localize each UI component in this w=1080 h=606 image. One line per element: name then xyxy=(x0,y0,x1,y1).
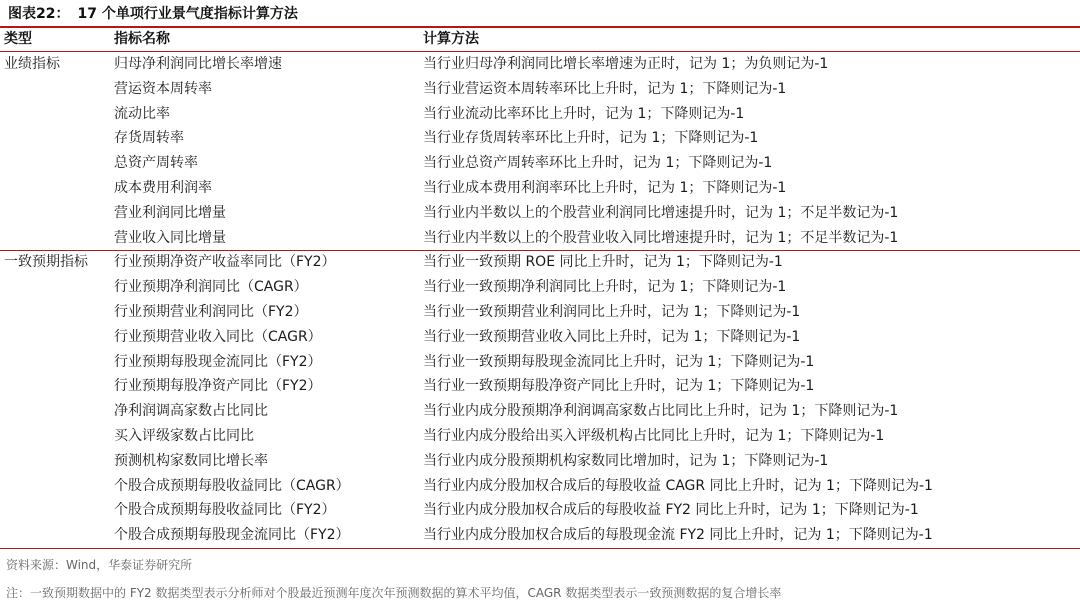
row-method-cell: 当行业内成分股给出买入评级机构占比同比上升时，记为 1；下降则记为-1 xyxy=(423,428,885,444)
table-row xyxy=(0,374,1080,399)
row-indicator-cell: 营业利润同比增量 xyxy=(114,204,226,221)
source-note: 资料来源：Wind，华泰证券研究所 xyxy=(6,558,193,572)
table-row xyxy=(0,176,1080,201)
row-method-cell: 当行业一致预期每股现金流同比上升时，记为 1；下降则记为-1 xyxy=(423,353,815,370)
row-method-cell: 当行业总资产周转率环比上升时，记为 1；下降则记为-1 xyxy=(423,155,773,172)
row-indicator-cell: 营运资本周转率 xyxy=(114,80,212,97)
row-indicator-cell: 行业预期每股现金流同比（FY2） xyxy=(114,353,322,370)
row-method-cell: 当行业一致预期净利润同比上升时，记为 1；下降则记为-1 xyxy=(423,279,787,296)
table-row xyxy=(0,52,1080,77)
row-type-cell: 业绩指标 xyxy=(4,56,60,72)
table-row xyxy=(0,275,1080,300)
row-indicator-cell: 行业预期净资产收益率同比（FY2） xyxy=(114,254,336,271)
row-indicator-cell: 行业预期营业利润同比（FY2） xyxy=(114,304,308,320)
row-indicator-cell: 净利润调高家数占比同比 xyxy=(114,403,268,420)
figure-label: 图表22： xyxy=(8,6,70,22)
table-row xyxy=(0,325,1080,350)
table-row xyxy=(0,449,1080,474)
row-indicator-cell: 归母净利润同比增长率增速 xyxy=(114,56,282,72)
row-method-cell: 当行业内半数以上的个股营业利润同比增速提升时，记为 1；不足半数记为-1 xyxy=(423,204,899,221)
table-row xyxy=(0,399,1080,424)
row-method-cell: 当行业内半数以上的个股营业收入同比增速提升时，记为 1；不足半数记为-1 xyxy=(423,229,899,246)
row-indicator-cell: 存货周转率 xyxy=(114,130,184,147)
row-indicator-cell: 行业预期净利润同比（CAGR） xyxy=(114,279,308,296)
table-row xyxy=(0,102,1080,127)
row-method-cell: 当行业营运资本周转率环比上升时，记为 1；下降则记为-1 xyxy=(423,80,787,97)
row-method-cell: 当行业一致预期每股净资产同比上升时，记为 1；下降则记为-1 xyxy=(423,378,815,395)
row-method-cell: 当行业内成分股预期净利润调高家数占比同比上升时，记为 1；下降则记为-1 xyxy=(423,403,899,420)
row-indicator-cell: 行业预期营业收入同比（CAGR） xyxy=(114,328,322,345)
table-row xyxy=(0,424,1080,449)
header-indicator: 指标名称 xyxy=(114,31,170,47)
row-indicator-cell: 买入评级家数占比同比 xyxy=(114,428,254,444)
row-indicator-cell: 流动比率 xyxy=(114,105,170,122)
table-row xyxy=(0,226,1080,251)
row-indicator-cell: 总资产周转率 xyxy=(114,155,198,172)
row-method-cell: 当行业一致预期营业收入同比上升时，记为 1；下降则记为-1 xyxy=(423,328,801,345)
footnote: 注：一致预期数据中的 FY2 数据类型表示分析师对个股最近预测年度次年预测数据的算术平均值，CAGR 数据类型表示一致预测数据的复合增长率 xyxy=(6,586,782,600)
row-indicator-cell: 个股合成预期每股现金流同比（FY2） xyxy=(114,527,350,544)
table-row xyxy=(0,498,1080,523)
row-indicator-cell: 成本费用利润率 xyxy=(114,180,212,196)
row-method-cell: 当行业存货周转率环比上升时，记为 1；下降则记为-1 xyxy=(423,130,759,147)
row-method-cell: 当行业成本费用利润率环比上升时，记为 1；下降则记为-1 xyxy=(423,180,787,196)
table-row xyxy=(0,77,1080,102)
header-method: 计算方法 xyxy=(423,31,479,47)
table-row xyxy=(0,201,1080,226)
table-row xyxy=(0,350,1080,375)
header-type: 类型 xyxy=(4,31,32,47)
table-row xyxy=(0,126,1080,151)
row-indicator-cell: 营业收入同比增量 xyxy=(114,229,226,246)
table-row xyxy=(0,523,1080,548)
row-method-cell: 当行业流动比率环比上升时，记为 1；下降则记为-1 xyxy=(423,105,745,122)
row-indicator-cell: 个股合成预期每股收益同比（FY2） xyxy=(114,502,336,519)
row-method-cell: 当行业归母净利润同比增长率增速为正时，记为 1；为负则记为-1 xyxy=(423,56,829,72)
row-indicator-cell: 预测机构家数同比增长率 xyxy=(114,452,268,469)
bottom-rule xyxy=(0,548,1080,549)
row-indicator-cell: 个股合成预期每股收益同比（CAGR） xyxy=(114,477,350,494)
row-method-cell: 当行业内成分股加权合成后的每股现金流 FY2 同比上升时，记为 1；下降则记为-1 xyxy=(423,527,933,544)
row-method-cell: 当行业内成分股加权合成后的每股收益 FY2 同比上升时，记为 1；下降则记为-1 xyxy=(423,502,919,519)
figure-title xyxy=(8,3,298,25)
row-method-cell: 当行业一致预期营业利润同比上升时，记为 1；下降则记为-1 xyxy=(423,304,801,320)
figure-caption: 17 个单项行业景气度指标计算方法 xyxy=(77,6,298,22)
row-indicator-cell: 行业预期每股净资产同比（FY2） xyxy=(114,378,322,395)
table-row xyxy=(0,250,1080,275)
row-method-cell: 当行业一致预期 ROE 同比上升时，记为 1；下降则记为-1 xyxy=(423,254,783,271)
group-divider-rule xyxy=(0,250,1080,251)
row-type-cell: 一致预期指标 xyxy=(4,254,88,271)
table-row xyxy=(0,151,1080,176)
row-method-cell: 当行业内成分股加权合成后的每股收益 CAGR 同比上升时，记为 1；下降则记为-1 xyxy=(423,477,933,494)
table-row xyxy=(0,300,1080,325)
row-method-cell: 当行业内成分股预期机构家数同比增加时，记为 1；下降则记为-1 xyxy=(423,452,829,469)
table-row xyxy=(0,474,1080,499)
